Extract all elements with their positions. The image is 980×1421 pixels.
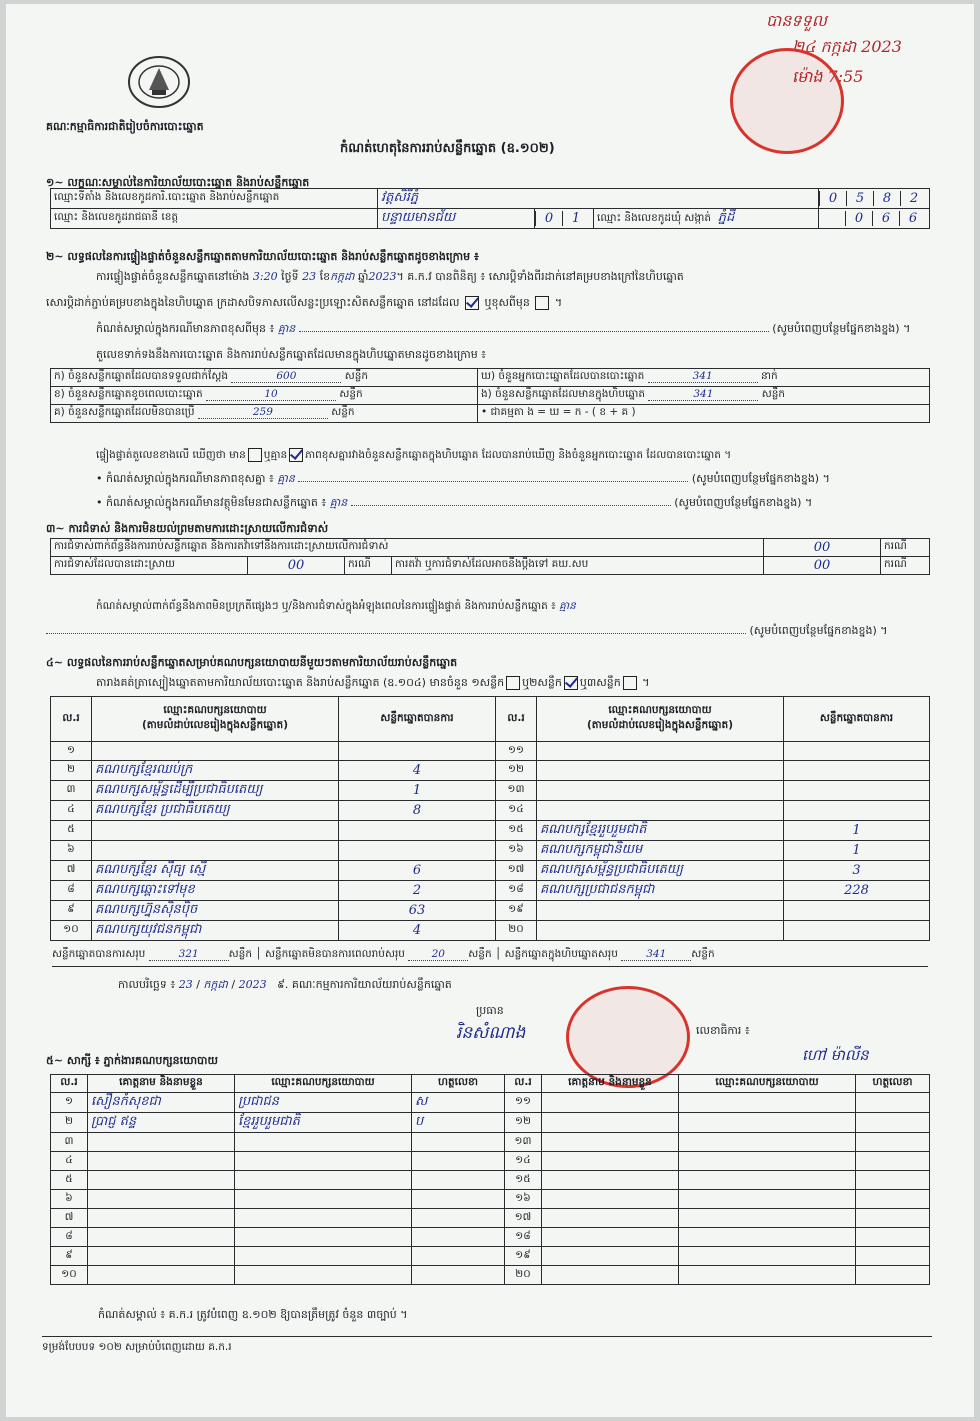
- w-sign: [412, 1209, 505, 1228]
- party-name: គណបក្សប្រជាជនកម្ពុជា: [537, 881, 784, 901]
- w-col-name-right: គោត្តនាម និងនាមខ្លួន: [542, 1075, 679, 1093]
- w-sign: [412, 1228, 505, 1247]
- w-party: [679, 1093, 856, 1113]
- w-name: [88, 1228, 235, 1247]
- party-name: [92, 821, 339, 841]
- table-row: [51, 801, 930, 821]
- comparison-line: ផ្ទៀងផ្ទាត់តួលេខខាងលើ ឃើញថា មាន ឬគ្មាន ភាពខុសគ្នារវាងចំនួនសន្លឹកឆ្នោតក្នុងហិបឆ្នោត ដែលបានរាប់ឃើញ និងចំនួនអ្នកបោះឆ្នោត ដែលបានបោះឆ្នោត ។: [96, 449, 732, 461]
- row-no: ១: [51, 742, 92, 761]
- w-party: [679, 1209, 856, 1228]
- w-name: [88, 1190, 235, 1209]
- row-no: ២: [51, 761, 92, 781]
- w-party: [235, 1209, 412, 1228]
- appeal-value: 00: [764, 557, 881, 575]
- w-name: [88, 1209, 235, 1228]
- unused-ballots: គ) ចំនួនសន្លឹកឆ្នោតដែលមិនបានប្រើ 259 សន្លឹក: [51, 405, 478, 423]
- party-name: គណបក្សឆ្ពោះទៅមុខ: [92, 881, 339, 901]
- table-row: [51, 1228, 930, 1247]
- irregularity-hint: (សូមបំពេញបន្ថែមផ្នែកខាងខ្នង) ។: [46, 624, 888, 640]
- valid-votes: 1: [339, 781, 496, 801]
- party-name: [92, 841, 339, 861]
- w-name: [542, 1171, 679, 1190]
- party-name: គណបក្សកម្ពុជានិយម: [537, 841, 784, 861]
- valid-votes: [784, 761, 930, 781]
- w-no: ១៨: [505, 1228, 542, 1247]
- w-name: [542, 1113, 679, 1133]
- complaints-value: 00: [764, 539, 881, 557]
- w-name: [88, 1266, 235, 1285]
- table-row: [51, 1113, 930, 1133]
- object-note: • កំណត់សម្គាល់ក្នុងករណីមានវត្ថុមិនមែនជាសន្លឹកឆ្នោត ៖ គ្មាន (សូមបំពេញបន្ថែមផ្នែកខាងខ្នង) ។: [96, 496, 813, 509]
- w-no: ៧: [51, 1209, 88, 1228]
- row-no: ៤: [51, 801, 92, 821]
- w-no: ១៦: [505, 1190, 542, 1209]
- w-no: ១: [51, 1093, 88, 1113]
- w-party: [235, 1247, 412, 1266]
- row-no: ១៥: [496, 821, 537, 841]
- committee-name: គណៈកម្មាធិការជាតិរៀបចំការបោះឆ្នោត: [46, 120, 204, 133]
- resolved-unit: ករណី: [345, 557, 392, 575]
- w-sign: [412, 1247, 505, 1266]
- seal-line: សោរប្តិដាក់ភ្ជាប់គម្របខាងក្នុងនៃហិបឆ្នោត ក្រដាសបិទភាសលើសន្លះប្រឡោះសិតសន្លឹកឆ្នោត នៅដដែល ឬខុសពីមុន ។: [46, 296, 563, 309]
- receipt-date: ២៤ កក្កដា 2023: [792, 37, 902, 56]
- one-sheet-checkbox[interactable]: [506, 676, 520, 690]
- emblem-logo: [124, 50, 194, 110]
- valid-votes: [784, 781, 930, 801]
- w-name: [542, 1093, 679, 1113]
- col-party-right: ឈ្មោះគណបក្សនយោបាយ (តាមលំដាប់លេខរៀងក្នុងសន្លឹកឆ្នោត): [537, 697, 784, 742]
- valid-votes: [784, 901, 930, 921]
- complaints-unit: ករណី: [881, 539, 930, 557]
- section3-heading: ៣~ ការជំទាស់ និងការមិនយល់ព្រមតាមការដោះស្រាយលើការជំទាស់: [46, 522, 329, 535]
- w-sign: ប: [412, 1113, 505, 1133]
- valid-votes: 4: [339, 761, 496, 781]
- diff-no-checkbox[interactable]: [289, 448, 303, 462]
- diff-yes-checkbox[interactable]: [248, 448, 262, 462]
- form-footer: ទម្រង់បែបបទ ១០២ សម្រាប់បំពេញដោយ គ.ក.រ: [42, 1336, 932, 1356]
- valid-votes: 63: [339, 901, 496, 921]
- valid-votes: [339, 821, 496, 841]
- w-col-no: ល.រ: [51, 1075, 88, 1093]
- w-no: ៩: [51, 1247, 88, 1266]
- commune-label-cell: ឈ្មោះ និងលេខកូដឃុំ សង្កាត់ ភ្នំដី: [594, 209, 819, 229]
- w-sign: [856, 1152, 930, 1171]
- table-row: [51, 1093, 930, 1113]
- difference-note: • កំណត់សម្គាល់ក្នុងករណីមានភាពខុសគ្នា ៖ គ្មាន (សូមបំពេញបន្ថែមផ្នែកខាងខ្នង) ។: [96, 472, 830, 485]
- row-no: ២០: [496, 921, 537, 941]
- w-sign: [856, 1133, 930, 1152]
- w-party: [235, 1133, 412, 1152]
- table-row: [51, 841, 930, 861]
- w-no: ១៧: [505, 1209, 542, 1228]
- row-no: ៦: [51, 841, 92, 861]
- w-party: [679, 1247, 856, 1266]
- w-name: [542, 1228, 679, 1247]
- commune-code: 0 6 6: [819, 209, 930, 229]
- valid-votes: 1: [784, 841, 930, 861]
- receipt-stamp: [730, 48, 844, 154]
- w-name: [542, 1247, 679, 1266]
- secretary-label: លេខាធិការ ៖: [696, 1024, 750, 1037]
- party-name: [537, 742, 784, 761]
- three-sheet-checkbox[interactable]: [623, 676, 637, 690]
- w-col-sign: ហត្ថលេខា: [412, 1075, 505, 1093]
- w-name: [88, 1247, 235, 1266]
- w-party: ខ្មែររួបរួមជាតិ: [235, 1113, 412, 1133]
- w-sign: [856, 1247, 930, 1266]
- row-no: ១២: [496, 761, 537, 781]
- table-row: [51, 1133, 930, 1152]
- table-row: [51, 742, 930, 761]
- w-col-sign-right: ហត្ថលេខា: [856, 1075, 930, 1093]
- row-no: ១១: [496, 742, 537, 761]
- col-party: ឈ្មោះគណបក្សនយោបាយ (តាមលំដាប់លេខរៀងក្នុងសន្លឹកឆ្នោត): [92, 697, 339, 742]
- valid-votes: 1: [784, 821, 930, 841]
- w-col-party: ឈ្មោះគណបក្សនយោបាយ: [235, 1075, 412, 1093]
- form-title: កំណត់ហេតុនៃការរាប់សន្លឹកឆ្នោត (ឧ.១០២): [340, 141, 555, 156]
- w-no: ២: [51, 1113, 88, 1133]
- w-col-name: គោត្តនាម និងនាមខ្លួន: [88, 1075, 235, 1093]
- w-name: សឿនកំសុខជា: [88, 1093, 235, 1113]
- w-name: [542, 1133, 679, 1152]
- valid-votes: 8: [339, 801, 496, 821]
- totals-line: សន្លឹកឆ្នោតបានការសរុប 321 សន្លឹក │ សន្លឹកឆ្នោតមិនបានការពេលរាប់សរុប 20 សន្លឹក │ សន្លឹកឆ្នោតក្នុងហិបឆ្នោតសរុប 341 សន្លឹក: [52, 948, 928, 967]
- w-no: ១១: [505, 1093, 542, 1113]
- commune-value: ភ្នំដី: [717, 210, 735, 225]
- row-no: ១៦: [496, 841, 537, 861]
- party-name: គណបក្សហ្វ៊ុនស៊ិនប៉ិច: [92, 901, 339, 921]
- section1-table: [50, 188, 930, 229]
- row-no: ១៨: [496, 881, 537, 901]
- section3-table: [50, 538, 930, 575]
- figures-intro: តួលេខទាក់ទងនឹងការបោះឆ្នោត និងការរាប់សន្លឹកឆ្នោតដែលមានក្នុងហិបឆ្នោតមានដូចខាងក្រោម ៖: [96, 348, 487, 361]
- w-sign: [856, 1266, 930, 1285]
- changed-checkbox[interactable]: [535, 296, 549, 310]
- w-no: ៥: [51, 1171, 88, 1190]
- table-row: [51, 901, 930, 921]
- location-value: វត្តសិរីភ្នំ: [378, 189, 819, 209]
- location-label: ឈ្មោះទីតាំង និងលេខកូដការិ.បោះឆ្នោត និងរាប់សន្លឹកឆ្នោត: [51, 189, 378, 209]
- valid-votes: [784, 921, 930, 941]
- section1-heading: ១~ លក្ខណៈសម្គាល់នៃការិយាល័យបោះឆ្នោត និងរាប់សន្លឹកឆ្នោត: [46, 176, 310, 189]
- irregularity-note: កំណត់សម្គាល់ពាក់ព័ន្ធនឹងភាពមិនប្រក្រតីផ្សេងៗ ឬ/និងការជំទាស់ក្នុងអំឡុងពេលនៃការផ្ទៀងផ្ទាត់ និងការរាប់សន្លឹកឆ្នោត ៖ គ្មាន: [96, 600, 576, 612]
- witness-table: [50, 1074, 930, 1285]
- w-sign: [856, 1228, 930, 1247]
- w-no: ៨: [51, 1228, 88, 1247]
- row-no: ៣: [51, 781, 92, 801]
- unchanged-checkbox[interactable]: [465, 296, 479, 310]
- resolved-value: 00: [248, 557, 345, 575]
- w-name: [542, 1152, 679, 1171]
- table-row: [51, 1171, 930, 1190]
- valid-votes: 3: [784, 861, 930, 881]
- w-name: [88, 1171, 235, 1190]
- table-row: [51, 921, 930, 941]
- w-no: ១៤: [505, 1152, 542, 1171]
- col-votes-right: សន្លឹកឆ្នោតបានការ: [784, 697, 930, 742]
- w-sign: [856, 1093, 930, 1113]
- two-sheet-checkbox[interactable]: [564, 676, 578, 690]
- w-party: [679, 1266, 856, 1285]
- party-name: គណបក្សខ្មែររួបរួមជាតិ: [537, 821, 784, 841]
- col-votes: សន្លឹកឆ្នោតបានការ: [339, 697, 496, 742]
- row-no: ១៧: [496, 861, 537, 881]
- party-name: [537, 781, 784, 801]
- party-name: គណបក្សខ្មែរឈប់ក្រ: [92, 761, 339, 781]
- w-sign: [412, 1190, 505, 1209]
- province-label: ឈ្មោះ និងលេខកូដរាជធានី ខេត្ត: [51, 209, 378, 229]
- office-stamp: [566, 986, 690, 1088]
- w-party: [679, 1113, 856, 1133]
- results-table: [50, 696, 930, 941]
- w-party: [235, 1152, 412, 1171]
- w-name: [88, 1133, 235, 1152]
- secretary-signature: ហៅ ម៉ាលីន: [802, 1046, 869, 1064]
- president-signature: រិនសំណាង: [456, 1023, 526, 1043]
- table-row: [51, 1190, 930, 1209]
- receipt-time: ម៉ោង 7:55: [792, 67, 864, 86]
- w-sign: [856, 1190, 930, 1209]
- valid-votes: 6: [339, 861, 496, 881]
- voters-count: ឃ) ចំនួនអ្នកបោះឆ្នោតដែលបានបោះឆ្នោត 341 នាក់: [478, 369, 930, 387]
- w-no: ១៩: [505, 1247, 542, 1266]
- w-col-party-right: ឈ្មោះគណបក្សនយោបាយ: [679, 1075, 856, 1093]
- form-sheet: [6, 4, 974, 1417]
- w-name: [88, 1152, 235, 1171]
- ballots-in-box: ង) ចំនួនសន្លឹកឆ្នោតដែលមានក្នុងហិបឆ្នោត 341 សន្លឹក: [478, 387, 930, 405]
- party-name: [537, 761, 784, 781]
- valid-votes: 228: [784, 881, 930, 901]
- footnote: កំណត់សម្គាល់ ៖ គ.ក.រ ត្រូវបំពេញ ឧ.១០២ ឱ្យបានត្រឹមត្រូវ ចំនួន ៣ច្បាប់ ។: [98, 1308, 408, 1321]
- w-name: ប្រាជ្ញ ឥន្ទ: [88, 1113, 235, 1133]
- province-value: បន្ទាយមានជ័យ: [378, 209, 535, 229]
- col-no: ល.រ: [51, 697, 92, 742]
- row-no: ៥: [51, 821, 92, 841]
- table-row: [51, 1247, 930, 1266]
- row-no: ១០: [51, 921, 92, 941]
- w-sign: [412, 1171, 505, 1190]
- w-party: [235, 1228, 412, 1247]
- date-line: កាលបរិច្ឆេទ ៖ 23 / កក្កដា / 2023 ៩. គណៈកម្មការការិយាល័យរាប់សន្លឹកឆ្នោត: [118, 978, 452, 991]
- location-code: 0 5 8 2: [819, 189, 930, 209]
- w-sign: [412, 1152, 505, 1171]
- receipt-note: បានទទួល: [766, 11, 827, 30]
- w-party: [679, 1190, 856, 1209]
- valid-votes: [784, 801, 930, 821]
- valid-votes: [339, 742, 496, 761]
- w-party: [679, 1171, 856, 1190]
- row-no: ១៤: [496, 801, 537, 821]
- w-sign: ស: [412, 1093, 505, 1113]
- w-sign: [856, 1209, 930, 1228]
- party-name: [537, 901, 784, 921]
- party-name: [92, 742, 339, 761]
- row-no: ៧: [51, 861, 92, 881]
- attachment-line: តារាងគត់ត្រាស្បៀងឆ្នោតតាមការិយាល័យបោះឆ្នោត និងរាប់សន្លឹកឆ្នោត (ឧ.១០៤) មានចំនួន ១សន្លឹក ឬ២សន្លឹក ឬ៣សន្លឹក ។: [96, 676, 650, 689]
- party-name: គណបក្សយុវជនកម្ពុជា: [92, 921, 339, 941]
- appeal-label: ការតវ៉ា ឬការជំទាស់ដែលអាចនឹងប្តឹងទៅ គឃ.សប: [392, 557, 764, 575]
- table-row: [51, 1152, 930, 1171]
- resolved-label: ការជំទាស់ដែលបានដោះស្រាយ: [51, 557, 248, 575]
- w-no: ២០: [505, 1266, 542, 1285]
- w-party: ប្រជាជន: [235, 1093, 412, 1113]
- valid-votes: 4: [339, 921, 496, 941]
- party-name: គណបក្សខ្មែរ ប្រជាធិបតេយ្យ: [92, 801, 339, 821]
- formula: • ជាគម្មតា ង = ឃ = ក - ( ខ + គ ): [478, 405, 930, 423]
- w-party: [235, 1266, 412, 1285]
- party-name: គណបក្សខ្មែរ ស៊ីធ្យ ស្មើ: [92, 861, 339, 881]
- section5-heading: ៥~ សាក្សី ៖ ភ្នាក់ងារគណបក្សនយោបាយ: [46, 1054, 219, 1067]
- party-name: គណបក្សសម្ព័ន្ធប្រជាធិបតេយ្យ: [537, 861, 784, 881]
- president-label: ប្រធាន: [476, 1004, 504, 1017]
- table-row: [51, 781, 930, 801]
- w-party: [235, 1190, 412, 1209]
- party-name: [537, 921, 784, 941]
- w-sign: [856, 1171, 930, 1190]
- province-code: 0 1: [535, 209, 594, 229]
- w-no: ៤: [51, 1152, 88, 1171]
- w-party: [679, 1133, 856, 1152]
- received-ballots: ក) ចំនួនសន្លឹកឆ្នោតដែលបានទទួលជាក់ស្តែង 600 សន្លឹក: [51, 369, 478, 387]
- valid-votes: [784, 742, 930, 761]
- w-no: ១៥: [505, 1171, 542, 1190]
- table-row: [51, 821, 930, 841]
- valid-votes: 2: [339, 881, 496, 901]
- table-row: [51, 1209, 930, 1228]
- table-row: [51, 861, 930, 881]
- party-name: [537, 801, 784, 821]
- col-no-right: ល.រ: [496, 697, 537, 742]
- w-col-no-right: ល.រ: [505, 1075, 542, 1093]
- row-no: ១៩: [496, 901, 537, 921]
- w-sign: [412, 1133, 505, 1152]
- row-no: ៨: [51, 881, 92, 901]
- appeal-unit: ករណី: [881, 557, 930, 575]
- table-row: [51, 1266, 930, 1285]
- w-party: [679, 1152, 856, 1171]
- spoiled-ballots: ខ) ចំនួនសន្លឹកឆ្នោតខូចពេលបោះឆ្នោត 10 សន្លឹក: [51, 387, 478, 405]
- party-name: គណបក្សសម្ព័ន្ធដើម្បីប្រជាធិបតេយ្យ: [92, 781, 339, 801]
- figures-table: [50, 368, 930, 423]
- w-no: ១៣: [505, 1133, 542, 1152]
- row-no: ៩: [51, 901, 92, 921]
- w-no: ១២: [505, 1113, 542, 1133]
- w-sign: [412, 1266, 505, 1285]
- w-no: ៦: [51, 1190, 88, 1209]
- w-no: ៣: [51, 1133, 88, 1152]
- table-row: [51, 881, 930, 901]
- complaints-label: ការជំទាស់ពាក់ព័ន្ធនឹងការរាប់សន្លឹកឆ្នោត និងការតវ៉ាទៅនឹងការដោះស្រាយលើការជំទាស់: [51, 539, 764, 557]
- valid-votes: [339, 841, 496, 861]
- w-name: [542, 1190, 679, 1209]
- w-party: [679, 1228, 856, 1247]
- w-party: [235, 1171, 412, 1190]
- w-sign: [856, 1113, 930, 1133]
- section2-heading: ២~ លទ្ធផលនៃការផ្ទៀងផ្ទាត់ចំនួនសន្លឹកឆ្នោតតាមការិយាល័យបោះឆ្នោត និងរាប់សន្លឹកឆ្នោតដូចខាងក្រោម ៖: [46, 250, 479, 263]
- row-no: ១៣: [496, 781, 537, 801]
- w-name: [542, 1266, 679, 1285]
- w-name: [542, 1209, 679, 1228]
- w-no: ១០: [51, 1266, 88, 1285]
- verification-line: ការផ្ទៀងផ្ទាត់ចំនួនសន្លឹកឆ្នោតនៅម៉ោង 3:20 ថ្ងៃទី 23 ខែកក្កដា ឆ្នាំ2023។ គ.ក.វ បានពិនិត្យ ៖ សោរប្តិទាំងពីរដាក់នៅគម្របខាងក្រៅនៃហិបឆ្នោត: [96, 270, 684, 283]
- table-row: [51, 761, 930, 781]
- change-note: កំណត់សម្គាល់ក្នុងករណីមានភាពខុសពីមុន ៖ គ្មាន (សូមបំពេញបន្ថែមផ្នែកខាងខ្នង) ។: [96, 322, 911, 335]
- section4-heading: ៤~ លទ្ធផលនៃការរាប់សន្លឹកឆ្នោតសម្រាប់គណបក្សនយោបាយនីមួយៗតាមការិយាល័យរាប់សន្លឹកឆ្នោត: [46, 656, 458, 669]
